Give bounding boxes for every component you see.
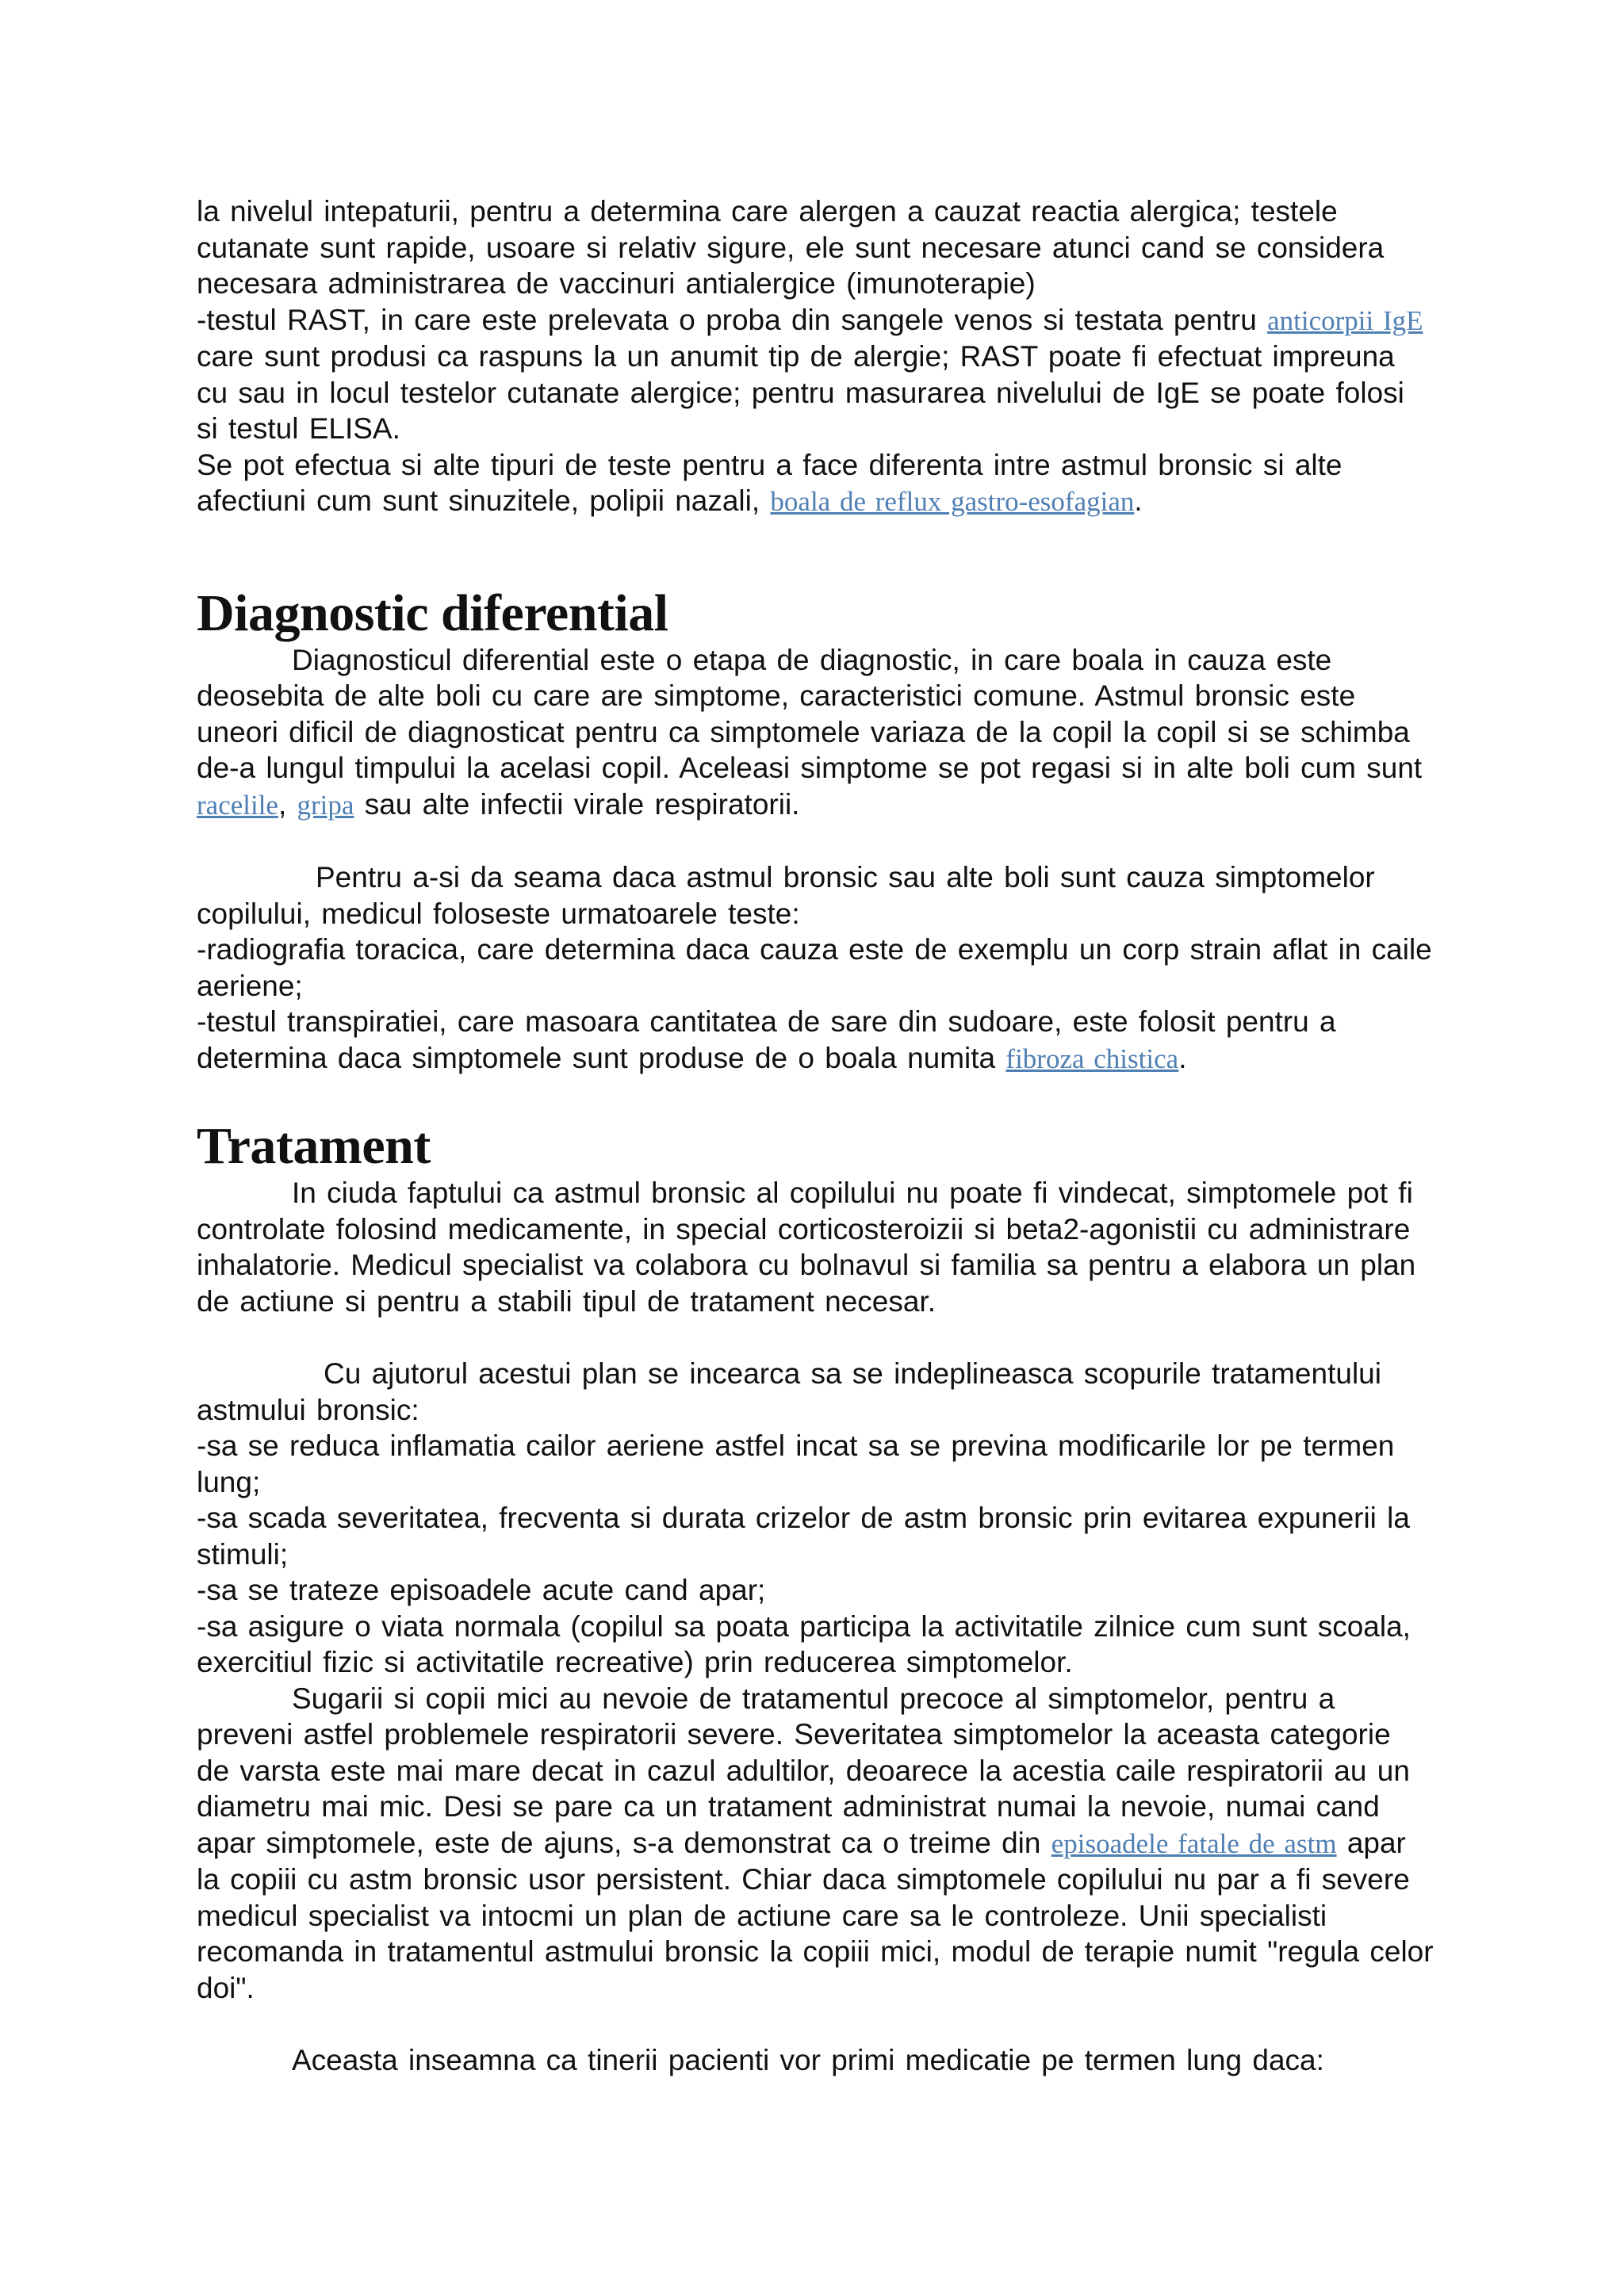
spacer <box>197 520 1434 585</box>
diagnostic-paragraph-definition <box>197 642 1434 824</box>
diagnostic-paragraph-tests-intro: Pentru a-si da seama daca astmul bronsic sau alte boli sunt cauza simptomelor copilului, medicul foloseste urmatoarele teste: <box>197 861 1375 930</box>
intro-paragraph-other-tests <box>197 447 1434 520</box>
tratament-paragraph-goals-intro: Cu ajutorul acestui plan se incearca sa se indeplineasca scopurile tratamentului astmului bronsic: <box>197 1357 1381 1426</box>
link-anticorpii-ige[interactable]: anticorpii IgE <box>1267 304 1423 336</box>
tratament-goal-severitate: -sa scada severitatea, frecventa si durata crizelor de astm bronsic prin evitarea expunerii la stimuli; <box>197 1502 1410 1571</box>
other-tests-text: Se pot efectua si alte tipuri de teste pentru a face diferenta intre astmul bronsic si alte afectiuni cum sunt sinuzitele, polipii nazali, <box>197 448 1342 517</box>
link-racelile[interactable]: racelile <box>197 789 278 821</box>
spacer <box>197 1319 1434 1356</box>
diagnostic-item-transpiratie <box>197 1004 1434 1077</box>
spacer <box>197 1077 1434 1118</box>
diagnostic-item-radiografie: -radiografia toracica, care determina daca cauza este de exemplu un corp strain aflat in caile aeriene; <box>197 933 1432 1002</box>
tratament-paragraph-sugari <box>197 1681 1434 2007</box>
intro-paragraph-skin-tests <box>197 193 1434 302</box>
spacer <box>197 2006 1434 2042</box>
document-body <box>197 193 1434 2079</box>
tratament-goal-viata-normala: -sa asigure o viata normala (copilul sa poata participa la activitatile zilnice cum sunt scoala, exercitiul fizic si activitatile recreative) prin reducerea simptomelor. <box>197 1609 1411 1678</box>
link-episoadele-fatale[interactable]: episoadele fatale de astm <box>1051 1827 1337 1859</box>
rast-text-end: care sunt produsi ca raspuns la un anumit tip de alergie; RAST poate fi efectuat impreuna cu sau in locul testelor cutanate alergice; pentru masurarea nivelului de IgE se poate folosi si testul ELISA. <box>197 340 1404 445</box>
diagnostic-text: Diagnosticul diferential este o etapa de diagnostic, in care boala in cauza este deosebita de alte boli cu care are simptome, caracteristici comune. Astmul bronsic este uneori dificil de diagnosticat pentru ca simptomele variaza de la copil la copil si se schimba de-a lungul timpului la acelasi copil. Aceleasi simptome se pot regasi si in alte boli cum sunt <box>197 643 1423 784</box>
link-boala-reflux[interactable]: boala de reflux gastro-esofagian <box>770 486 1135 517</box>
tratament-paragraph-intro: In ciuda faptului ca astmul bronsic al copilului nu poate fi vindecat, simptomele pot fi controlate folosind medicamente, in special corticosteroizii si beta2-agonistii cu administrare inhalatorie. Medicul specialist va colabora cu bolnavul si familia sa pentru a elabora un plan de actiune si pentru a stabili tipul de tratament necesar. <box>197 1177 1416 1318</box>
heading-diagnostic-diferential: Diagnostic diferential <box>197 584 668 642</box>
intro-paragraph-rast <box>197 302 1434 447</box>
tratament-goal-inflamatie: -sa se reduca inflamatia cailor aeriene astfel incat sa se previna modificarile lor pe termen lung; <box>197 1429 1395 1498</box>
link-gripa[interactable]: gripa <box>297 789 354 821</box>
tratament-paragraph-regula: Aceasta inseamna ca tinerii pacienti vor primi medicatie pe termen lung daca: <box>292 2044 1324 2076</box>
other-tests-period: . <box>1134 484 1143 517</box>
transpiratie-period: . <box>1178 1041 1187 1074</box>
sugari-text: Sugarii si copii mici au nevoie de tratamentul precoce al simptomelor, pentru a preveni astfel problemele respiratorii severe. Severitatea simptomelor la aceasta categorie de varsta este mai mare decat in cazul adultilor, deoarece la acestia caile respiratorii au un diametru mai mic. Desi se pare ca un tratament administrat numai la nevoie, numai cand apar simptomele, este de ajuns, s-a demonstrat ca o treime din <box>197 1682 1410 1859</box>
link-fibroza-chistica[interactable]: fibroza chistica <box>1005 1043 1179 1074</box>
rast-text-start: -testul RAST, in care este prelevata o proba din sangele venos si testata pentru <box>197 303 1268 336</box>
comma-separator: , <box>278 787 297 821</box>
intro-text: la nivelul intepaturii, pentru a determina care alergen a cauzat reactia alergica; testele cutanate sunt rapide, usoare si relativ sigure, ele sunt necesare atunci cand se considera necesara administrarea de vaccinuri antialergice (imunoterapie) <box>197 195 1385 300</box>
tratament-goal-episoade: -sa se trateze episoadele acute cand apar; <box>197 1574 766 1606</box>
sugari-text-end: apar la copiii cu astm bronsic usor persistent. Chiar daca simptomele copilului nu par a fi severe medicul specialist va intocmi un plan de actiune care sa le controleze. Unii specialisti recomanda in tratamentul astmului bronsic la copiii mici, modul de terapie numit "regula celor doi". <box>197 1826 1434 2004</box>
heading-tratament: Tratament <box>197 1117 431 1175</box>
diagnostic-text-end: sau alte infectii virale respiratorii. <box>354 787 800 821</box>
spacer <box>197 823 1434 859</box>
transpiratie-text: -testul transpiratiei, care masoara cantitatea de sare din sudoare, este folosit pentru a determina daca simptomele sunt produse de o boala numita <box>197 1005 1336 1074</box>
